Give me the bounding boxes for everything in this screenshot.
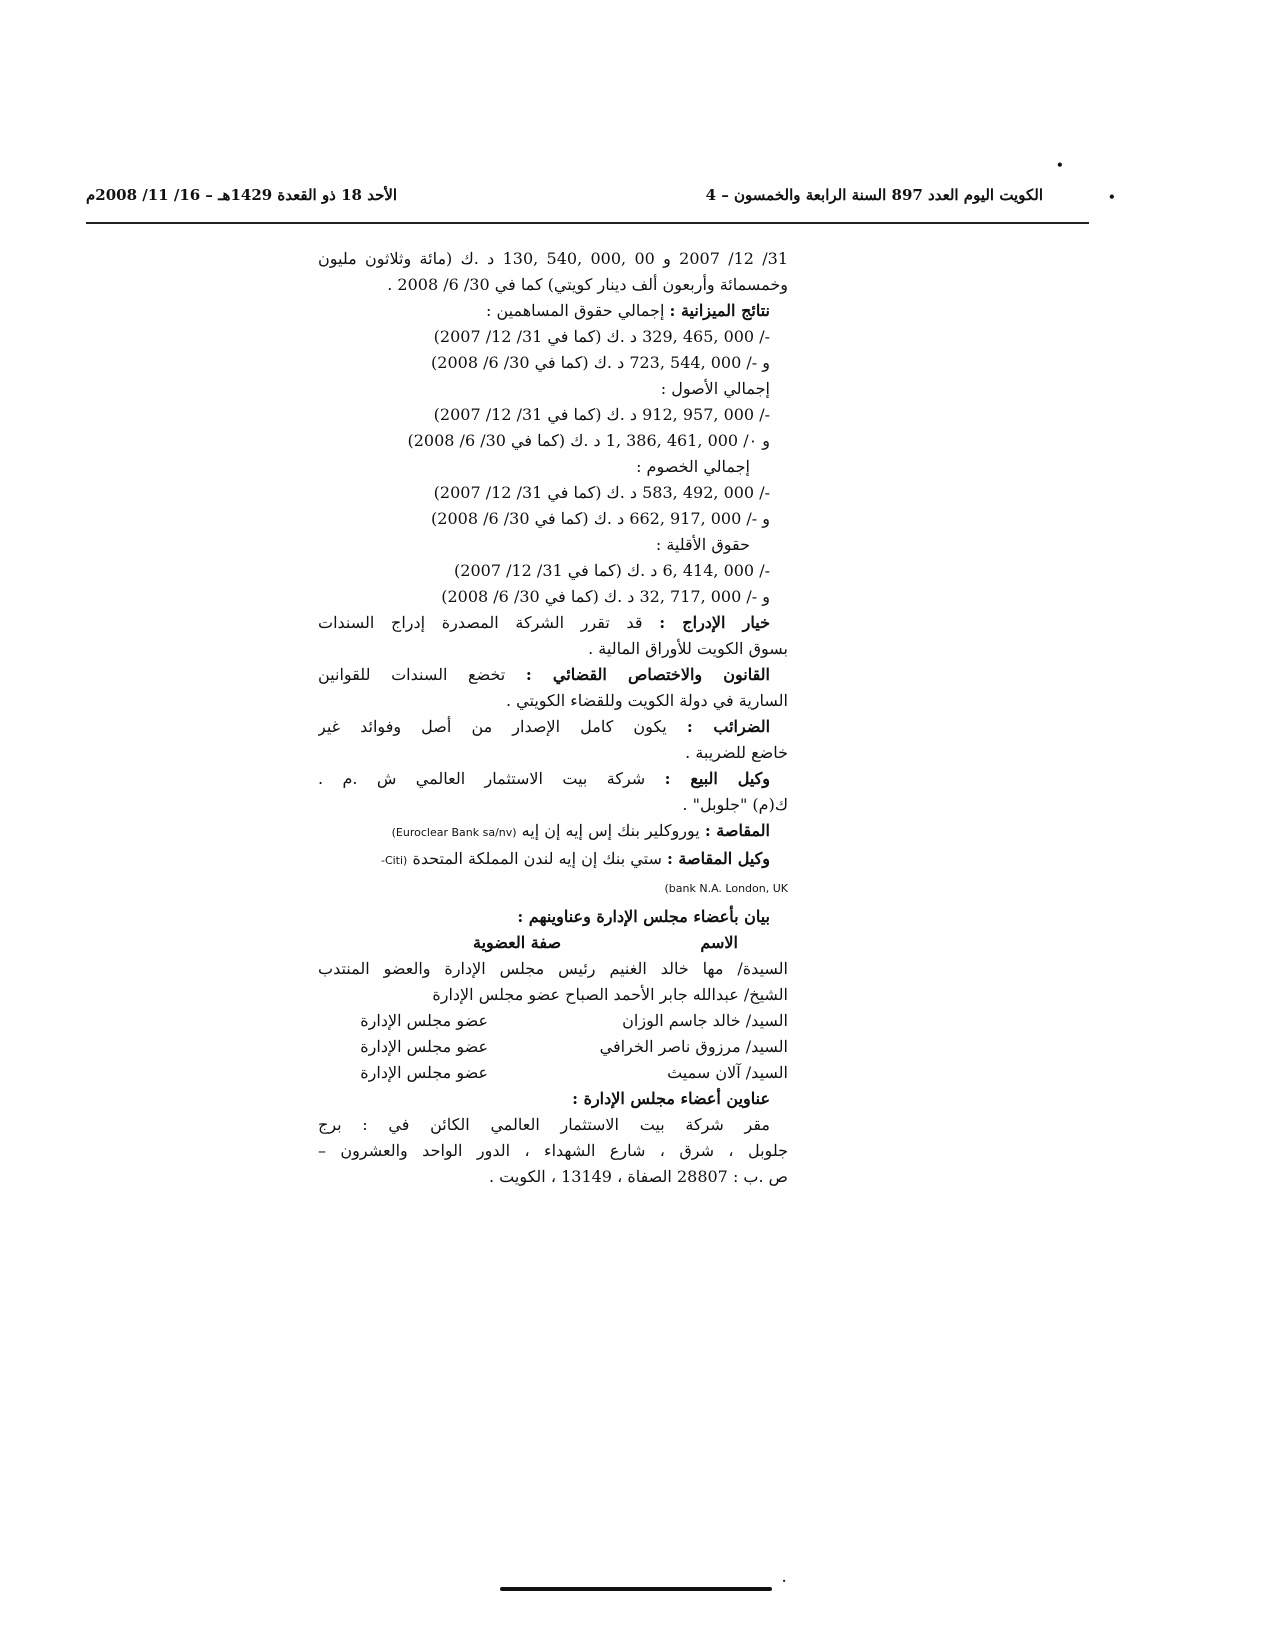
law-line-1 bbox=[318, 662, 788, 688]
member-name: السيد/ خالد جاسم الوزان bbox=[622, 1011, 788, 1030]
liabilities-heading: إجمالي الخصوم : bbox=[636, 457, 750, 476]
liabilities-2007: -/ 000 ,492 ,583 د .ك (كما في 31/ 12/ 2007) bbox=[433, 483, 770, 502]
tax-label: الضرائب : bbox=[686, 717, 771, 736]
agent-label: وكيل البيع : bbox=[664, 769, 770, 788]
tax-line-1 bbox=[318, 714, 788, 740]
clearing-agent-english-2: bank N.A. London, UK) bbox=[664, 882, 788, 895]
tax-line-2: خاضع للضريبة . bbox=[685, 743, 788, 762]
listing-line-1 bbox=[318, 610, 788, 636]
member-role: عضو مجلس الإدارة bbox=[360, 1063, 488, 1082]
law-line-2: السارية في دولة الكويت وللقضاء الكويتي . bbox=[505, 691, 788, 710]
board-member-2: الشيخ/ عبدالله جابر الأحمد الصباح عضو مجلس الإدارة bbox=[432, 985, 788, 1004]
board-member-4 bbox=[318, 1034, 788, 1060]
assets-2007: -/ 000 ,957 ,912 د .ك (كما في 31/ 12/ 2007) bbox=[433, 405, 770, 424]
minority-2008: و -/ 000 ,717 ,32 د .ك (كما في 30/ 6/ 2008) bbox=[441, 587, 770, 606]
listing-label: خيار الإدراج : bbox=[659, 613, 770, 632]
liabilities-2008: و -/ 000 ,917 ,662 د .ك (كما في 30/ 6/ 2008) bbox=[431, 509, 770, 528]
assets-2008: و ٠/ 000 ,461 ,386 ,1 د .ك (كما في 30/ 6/ 2008) bbox=[407, 431, 770, 450]
clearing-label: المقاصة : bbox=[704, 821, 770, 840]
minority-heading: حقوق الأقلية : bbox=[655, 535, 750, 554]
member-name: السيد/ مرزوق ناصر الخرافي bbox=[599, 1037, 788, 1056]
agent-text: شركة بيت الاستثمار العالمي ش .م . bbox=[318, 769, 646, 788]
clearing-english: (Euroclear Bank sa/nv) bbox=[391, 826, 517, 839]
member-name: السيد/ آلان سميث bbox=[667, 1063, 788, 1082]
equity-2008: و -/ 000 ,544 ,723 د .ك (كما في 30/ 6/ 2008) bbox=[431, 353, 770, 372]
document-column bbox=[318, 246, 788, 1190]
assets-heading: إجمالي الأصول : bbox=[660, 379, 770, 398]
scan-dot: · bbox=[782, 1574, 787, 1588]
law-text: تخضع السندات للقوانين bbox=[318, 665, 506, 684]
listing-text: قد تقرر الشركة المصدرة إدراج السندات bbox=[318, 613, 643, 632]
board-member-1: السيدة/ مها خالد الغنيم رئيس مجلس الإدارة والعضو المنتدب bbox=[318, 959, 788, 978]
equity-subtitle: إجمالي حقوق المساهمين : bbox=[485, 301, 665, 320]
board-heading: بيان بأعضاء مجلس الإدارة وعناوينهم : bbox=[517, 907, 770, 926]
clearing-agent-line bbox=[318, 846, 788, 874]
budget-heading bbox=[318, 298, 788, 324]
header-issue-info: الكويت اليوم العدد 897 السنة الرابعة والخمسون – 4 bbox=[705, 186, 1043, 204]
scan-dot: • bbox=[1056, 158, 1064, 172]
clearing-agent-english-1: (Citi- bbox=[380, 854, 408, 867]
address-line-2: جلوبل ، شرق ، شارع الشهداء ، الدور الواحد والعشرون – bbox=[318, 1141, 788, 1160]
board-member-3 bbox=[318, 1008, 788, 1034]
member-role: عضو مجلس الإدارة bbox=[360, 1011, 488, 1030]
clearing-line bbox=[318, 818, 788, 846]
clearing-agent-label: وكيل المقاصة : bbox=[666, 849, 770, 868]
address-line-3: ص .ب : 28807 الصفاة ، 13149 ، الكويت . bbox=[488, 1167, 788, 1186]
member-role: عضو مجلس الإدارة bbox=[360, 1037, 488, 1056]
addresses-heading: عناوين أعضاء مجلس الإدارة : bbox=[572, 1089, 770, 1108]
capital-line-1: 31/ 12/ 2007 و 00 ,000 ,540 ,130 د .ك (مائة وثلاثون مليون bbox=[318, 249, 788, 268]
address-line-1: مقر شركة بيت الاستثمار العالمي الكائن في : برج bbox=[318, 1115, 770, 1134]
agent-line-1 bbox=[318, 766, 788, 792]
clearing-agent-text: ستي بنك إن إيه لندن المملكة المتحدة bbox=[412, 849, 662, 868]
column-name-header: الاسم bbox=[700, 933, 738, 952]
budget-label: نتائج الميزانية : bbox=[669, 301, 770, 320]
header-date: الأحد 18 ذو القعدة 1429هـ – 16/ 11/ 2008م bbox=[86, 186, 398, 204]
header-rule bbox=[86, 222, 1089, 224]
equity-2007: -/ 000 ,465 ,329 د .ك (كما في 31/ 12/ 2007) bbox=[433, 327, 770, 346]
minority-2007: -/ 000 ,414 ,6 د .ك (كما في 31/ 12/ 2007) bbox=[454, 561, 770, 580]
board-member-5 bbox=[318, 1060, 788, 1086]
agent-line-2: ك(م) "جلوبل" . bbox=[682, 795, 788, 814]
clearing-text: يوروكلير بنك إس إيه إن إيه bbox=[521, 821, 700, 840]
column-role-header: صفة العضوية bbox=[473, 933, 562, 952]
tax-text: يكون كامل الإصدار من أصل وفوائد غير bbox=[318, 717, 667, 736]
scan-dot: • bbox=[1108, 190, 1116, 204]
footer-rule bbox=[500, 1587, 772, 1591]
law-label: القانون والاختصاص القضائي : bbox=[525, 665, 771, 684]
capital-line-2: وخمسمائة وأربعون ألف دينار كويتي) كما في 30/ 6/ 2008 . bbox=[387, 275, 788, 294]
board-table-header bbox=[318, 930, 788, 956]
listing-line-2: بسوق الكويت للأوراق المالية . bbox=[588, 639, 788, 658]
